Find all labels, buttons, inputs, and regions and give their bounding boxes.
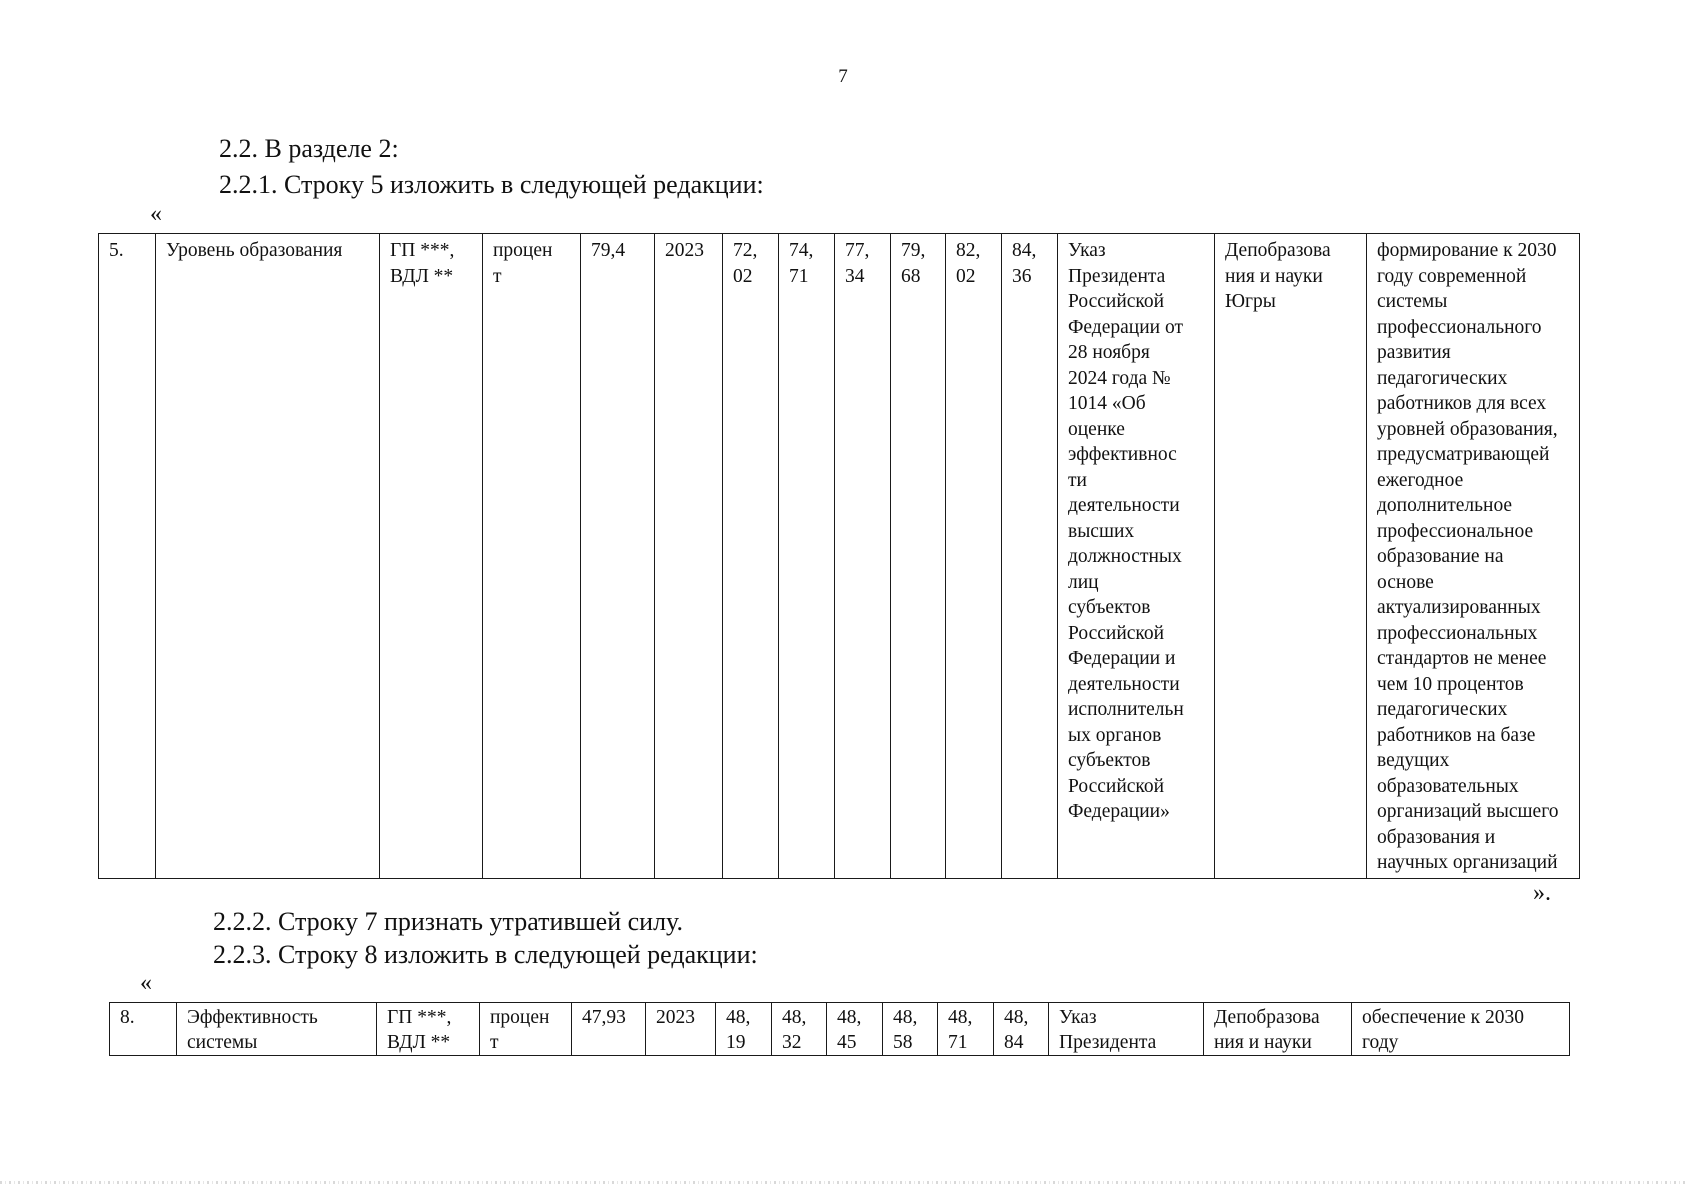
amendment-table-row-5 [98, 233, 1580, 879]
instruction-row-7: 2.2.2. Строку 7 признать утратившей силу. [213, 907, 683, 936]
document-cell: Указ Президента [1049, 1003, 1204, 1056]
scan-edge-artifact [0, 1181, 1686, 1184]
value-year-4-cell: 48, 58 [883, 1003, 938, 1056]
value-year-3-cell: 77, 34 [835, 234, 891, 879]
goal-cell: обеспечение к 2030 году [1352, 1003, 1570, 1056]
value-year-2-cell: 48, 32 [772, 1003, 827, 1056]
value-year-1-cell: 72, 02 [723, 234, 779, 879]
value-year-5-cell: 82, 02 [946, 234, 1002, 879]
indicator-name-cell: Уровень образования [156, 234, 380, 879]
value-year-5-cell: 48, 71 [938, 1003, 994, 1056]
open-quote: « [150, 201, 162, 227]
base-year-cell: 2023 [646, 1003, 716, 1056]
unit-cell: процен т [483, 234, 581, 879]
page-number: 7 [838, 66, 848, 87]
indicator-type-cell: ГП ***, ВДЛ ** [380, 234, 483, 879]
table-row [110, 1003, 1570, 1056]
document-cell: Указ Президента Российской Федерации от 28 ноября 2024 года № 1014 «Об оценке эффективнос ти деятельности высших должностных лиц субъектов Российской Федерации и деятельности исполнительн ых органов субъектов Российской Федерации» [1058, 234, 1215, 879]
responsible-cell: Депобразова ния и науки [1204, 1003, 1352, 1056]
value-year-6-cell: 48, 84 [994, 1003, 1049, 1056]
responsible-cell: Депобразова ния и науки Югры [1215, 234, 1367, 879]
instruction-row-5: 2.2.1. Строку 5 изложить в следующей редакции: [219, 170, 764, 199]
section-heading: 2.2. В разделе 2: [219, 134, 399, 163]
value-year-1-cell: 48, 19 [716, 1003, 772, 1056]
value-year-3-cell: 48, 45 [827, 1003, 883, 1056]
value-year-4-cell: 79, 68 [891, 234, 946, 879]
value-year-6-cell: 84, 36 [1002, 234, 1058, 879]
base-year-cell: 2023 [655, 234, 723, 879]
close-quote: ». [1533, 880, 1551, 906]
indicator-type-cell: ГП ***, ВДЛ ** [377, 1003, 480, 1056]
instruction-row-8: 2.2.3. Строку 8 изложить в следующей редакции: [213, 940, 758, 969]
row-number-cell: 8. [110, 1003, 177, 1056]
goal-cell: формирование к 2030 году современной системы профессионального развития педагогических работников для всех уровней образования, предусматривающей ежегодное дополнительное профессиональное образование на основе актуализированных профессиональных стандартов не менее чем 10 процентов педагогических работников на базе ведущих образовательных организаций высшего образования и научных организаций [1367, 234, 1580, 879]
unit-cell: процен т [480, 1003, 572, 1056]
base-value-cell: 47,93 [572, 1003, 646, 1056]
amendment-table-row-8 [109, 1002, 1570, 1056]
row-number-cell: 5. [99, 234, 156, 879]
base-value-cell: 79,4 [581, 234, 655, 879]
table-row [99, 234, 1580, 879]
open-quote: « [140, 970, 152, 996]
indicator-name-cell: Эффективность системы [177, 1003, 377, 1056]
value-year-2-cell: 74, 71 [779, 234, 835, 879]
